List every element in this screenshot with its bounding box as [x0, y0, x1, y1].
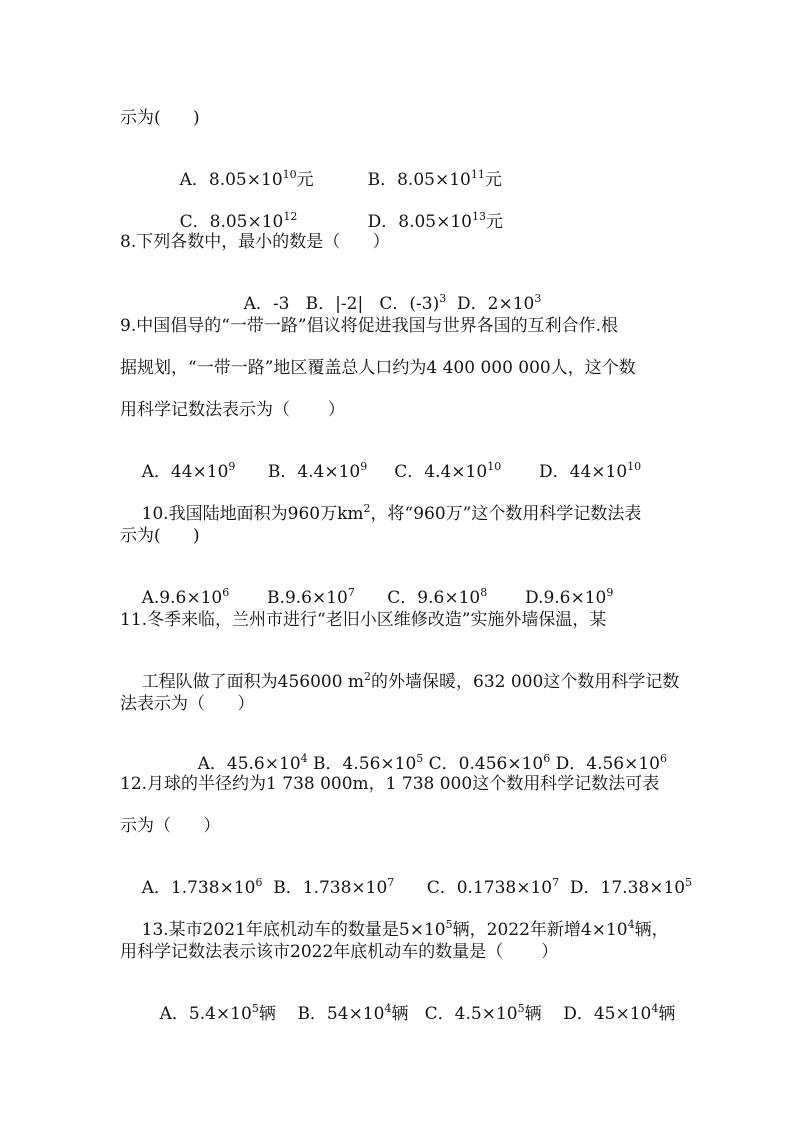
exponent: 4: [384, 1002, 392, 1015]
option-c-text: C．8.05×10: [179, 212, 284, 232]
exponent: 9: [360, 460, 368, 473]
question-9-line2: 据规划，“一带一路”地区覆盖总人口约为4 400 000 000人，这个数: [120, 358, 636, 378]
unit-text: 辆: [658, 1004, 676, 1024]
exponent: 8: [480, 586, 488, 599]
question-text: 工程队做了面积为456000 m: [141, 672, 365, 692]
question-10-line2: 示为( ): [120, 526, 200, 546]
option-c-text: C．9.6×10: [354, 588, 481, 608]
question-text: 10.我国陆地面积为960万km: [141, 504, 364, 524]
exponent: 6: [255, 876, 263, 889]
option-d-text: D．45×10: [541, 1004, 652, 1024]
exponent: 6: [660, 752, 667, 765]
unit-text: 元: [484, 170, 502, 190]
exponent: 6: [543, 752, 551, 765]
question-9-line3: 用科学记数法表示为（ ）: [120, 400, 345, 420]
option-a-text: A．1.738×10: [141, 878, 256, 898]
option-a-text: A．5.4×10: [159, 1004, 252, 1024]
exponent: 6: [222, 586, 230, 599]
question-13-line2: 用科学记数法表示该市2022年底机动车的数量是（ ）: [120, 942, 559, 962]
option-c-text: C．4.4×10: [367, 462, 488, 482]
exponent: 4: [627, 918, 635, 931]
exponent: 3: [439, 292, 447, 305]
question-text: ，将“960万”这个数用科学记数法表: [370, 504, 642, 524]
exponent: 5: [251, 1002, 259, 1015]
unit-text: 辆: [258, 1004, 276, 1024]
option-a-text: A．8.05×10: [179, 170, 283, 190]
exponent: 10: [487, 460, 502, 473]
exponent: 7: [387, 876, 395, 889]
option-b-text: B．4.56×10: [307, 754, 417, 774]
option-c-text: C．0.456×10: [423, 754, 544, 774]
exponent: 4: [651, 1002, 659, 1015]
question-text: 的外墙保暖，632 000这个数用科学记数: [371, 672, 680, 692]
option-c-text: C．0.1738×10: [394, 878, 553, 898]
option-a-text: A．45.6×10: [197, 754, 301, 774]
option-b-text: B．8.05×10: [367, 170, 471, 190]
question-11-line1: 11.冬季来临，兰州市进行“老旧小区维修改造”实施外墙保温，某: [120, 610, 607, 630]
exponent: 5: [685, 876, 693, 889]
exponent: 11: [470, 168, 485, 181]
question-text: 辆，2022年新增4×10: [452, 920, 628, 940]
exponent: 9: [228, 460, 236, 473]
unit-text: 辆: [391, 1004, 409, 1024]
option-c-text: C．4.5×10: [408, 1004, 518, 1024]
exponent: 13: [471, 210, 486, 223]
exponent: 5: [517, 1002, 525, 1015]
option-d-text: D．44×10: [501, 462, 628, 482]
options-text: A．-3 B．|-2| C．(-3): [243, 294, 440, 314]
exponent: 5: [416, 752, 424, 765]
question-12-line1: 12.月球的半径约为1 738 000m，1 738 000这个数用科学记数法可表: [120, 774, 660, 794]
question-9-line1: 9.中国倡导的“一带一路”倡议将促进我国与世界各国的互利合作.根: [120, 316, 619, 336]
question-11-line3: 法表示为（ ）: [120, 694, 255, 714]
option-b-text: B.9.6×10: [229, 588, 348, 608]
exponent: 5: [445, 918, 453, 931]
question-8: 8.下列各数中，最小的数是（ ）: [120, 232, 390, 252]
option-d-text: D．4.56×10: [550, 754, 660, 774]
exponent: 9: [606, 586, 614, 599]
options-q13: [138, 984, 675, 1046]
option-b-text: B．4.4×10: [235, 462, 361, 482]
option-d-text: D．17.38×10: [559, 878, 686, 898]
exponent: 3: [534, 292, 542, 305]
exponent: 2: [364, 670, 372, 683]
option-a-text: A．44×10: [141, 462, 229, 482]
unit-text: 元: [296, 170, 314, 190]
option-d-text: D．2×10: [446, 294, 535, 314]
question-text: 13.某市2021年底机动车的数量是5×10: [141, 920, 446, 940]
option-b-text: B．1.738×10: [262, 878, 388, 898]
exponent: 2: [363, 502, 371, 515]
option-d-text: D.9.6×10: [487, 588, 607, 608]
exponent: 12: [283, 210, 298, 223]
option-a-text: A.9.6×10: [141, 588, 223, 608]
unit-text: 辆: [524, 1004, 542, 1024]
exponent: 10: [282, 168, 297, 181]
exponent: 7: [347, 586, 355, 599]
exponent: 7: [552, 876, 560, 889]
exponent: 10: [627, 460, 642, 473]
text-line: 示为( ): [120, 108, 200, 128]
exponent: 4: [300, 752, 308, 765]
question-12-line2: 示为（ ）: [120, 816, 221, 836]
question-text: 辆，: [634, 920, 669, 940]
unit-text: 元: [485, 212, 503, 232]
option-d-text: D．8.05×10: [367, 212, 472, 232]
option-b-text: B．54×10: [275, 1004, 385, 1024]
